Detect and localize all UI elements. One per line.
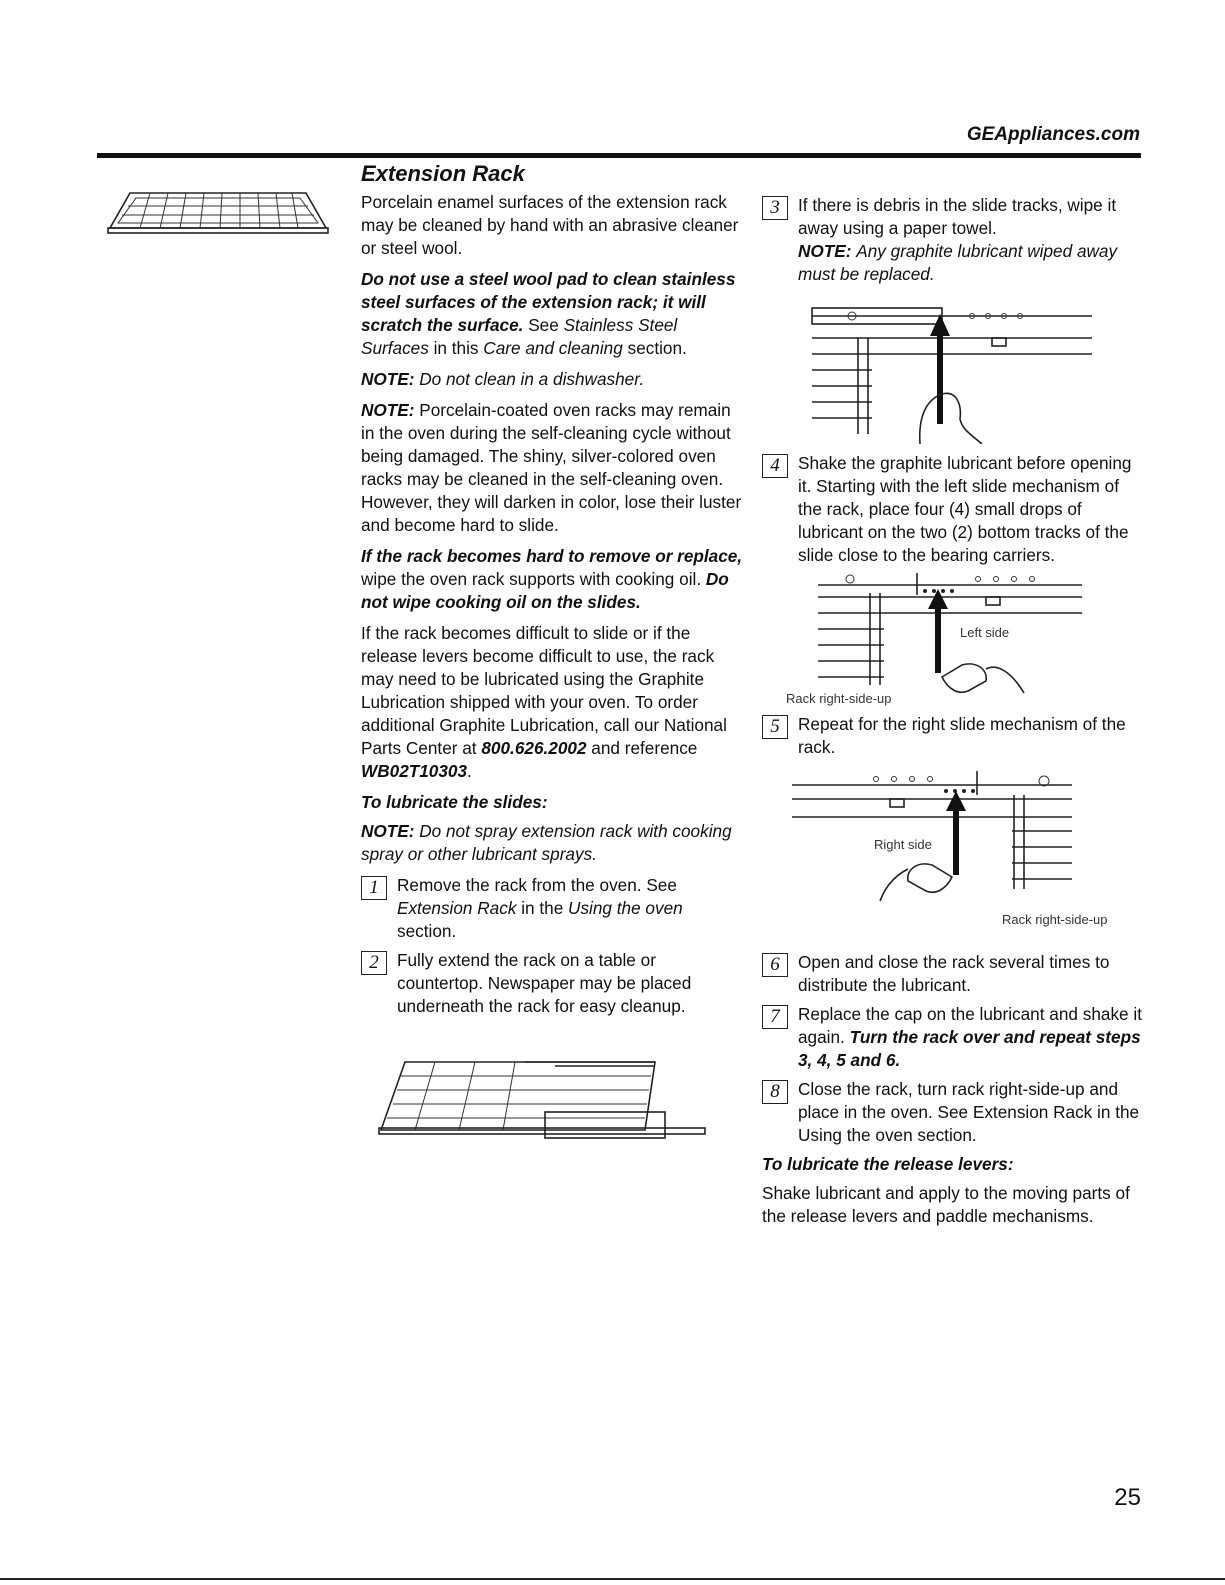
step-7: 7 Replace the cap on the lubricant and shake it again. Turn the rack over and repeat steps 3, 4, 5 and 6. [762,1003,1142,1072]
note-dishwasher: NOTE: Do not clean in a dishwasher. [361,369,645,389]
step-number: 8 [762,1080,788,1104]
left-column [361,162,746,1024]
right-side-label: Right side [874,837,932,852]
note-self-cleaning: NOTE: Porcelain-coated oven racks may remain in the oven during the self-cleaning cycle without being damaged. The shiny, silver-colored oven racks may be cleaned in the self-cleaning oven. However, they will darken in color, lose their luster and become hard to slide. [361,400,742,535]
step-4: 4 Shake the graphite lubricant before opening it. Starting with the left slide mechanism of the rack, place four (4) small drops of lubricant on the two (2) bottom tracks of the slide close to the bearing carriers. [762,452,1142,567]
section-title: Extension Rack [361,161,525,186]
right-column [762,194,1142,1236]
step-number: 6 [762,953,788,977]
step-5: 5 Repeat for the right slide mechanism of the rack. [762,713,1142,759]
step-number: 5 [762,715,788,739]
left-side-lubricant-illustration [762,573,1122,703]
page-number: 25 [1114,1484,1141,1511]
bottom-rule [0,1578,1225,1580]
right-side-caption: Rack right-side-up [1002,912,1108,927]
intro-paragraph: Porcelain enamel surfaces of the extension rack may be cleaned by hand with an abrasive cleaner or steel wool. [361,192,739,258]
step-number: 3 [762,196,788,220]
lubrication-paragraph: If the rack becomes difficult to slide or if the release levers become difficult to use, the rack may need to be lubricated using the Graphite Lubrication shipped with your oven. To order additional Graphite Lubrication, call our National Parts Center at 800.626.2002 and reference WB02T10303. [361,623,727,781]
release-levers-heading: To lubricate the release levers: [762,1154,1014,1174]
slide-track-wipe-illustration [792,294,1128,444]
step-number: 7 [762,1005,788,1029]
lubricate-slides-heading: To lubricate the slides: [361,792,548,812]
left-side-label: Left side [960,625,1010,640]
rack-thumbnail-illustration [100,168,336,240]
step-number: 4 [762,454,788,478]
release-levers-text: Shake lubricant and apply to the moving parts of the release levers and paddle mechanisms. [762,1183,1130,1226]
site-url: GEAppliances.com [966,124,1140,145]
step-6: 6 Open and close the rack several times to distribute the lubricant. [762,951,1142,997]
left-side-figure [762,573,1142,706]
step-3: 3 If there is debris in the slide tracks, wipe it away using a paper towel. NOTE: Any graphite lubricant wiped away must be replaced. [762,194,1142,286]
steel-wool-warning: Do not use a steel wool pad to clean stainless steel surfaces of the extension rack; it will scratch the surface. See Stainless Steel Surfaces in this Care and cleaning section. [361,269,736,358]
header-rule [97,153,1141,158]
note-spray: NOTE: Do not spray extension rack with cooking spray or other lubricant sprays. [361,821,732,864]
right-side-figure [762,765,1142,935]
left-side-caption: Rack right-side-up [786,691,892,706]
step-number: 2 [361,951,387,975]
step-8: 8 Close the rack, turn rack right-side-up and place in the oven. See Extension Rack in the Using the oven section. [762,1078,1142,1147]
step-number: 1 [361,876,387,900]
step-2: 2 Fully extend the rack on a table or countertop. Newspaper may be placed underneath the rack for easy cleanup. [361,949,746,1018]
extended-rack-illustration [375,1040,711,1150]
step-1: 1 Remove the rack from the oven. See Extension Rack in the Using the oven section. [361,874,746,943]
hard-to-remove-paragraph: If the rack becomes hard to remove or replace, wipe the oven rack supports with cooking oil. Do not wipe cooking oil on the slides. [361,546,743,612]
right-side-lubricant-illustration [762,765,1122,915]
